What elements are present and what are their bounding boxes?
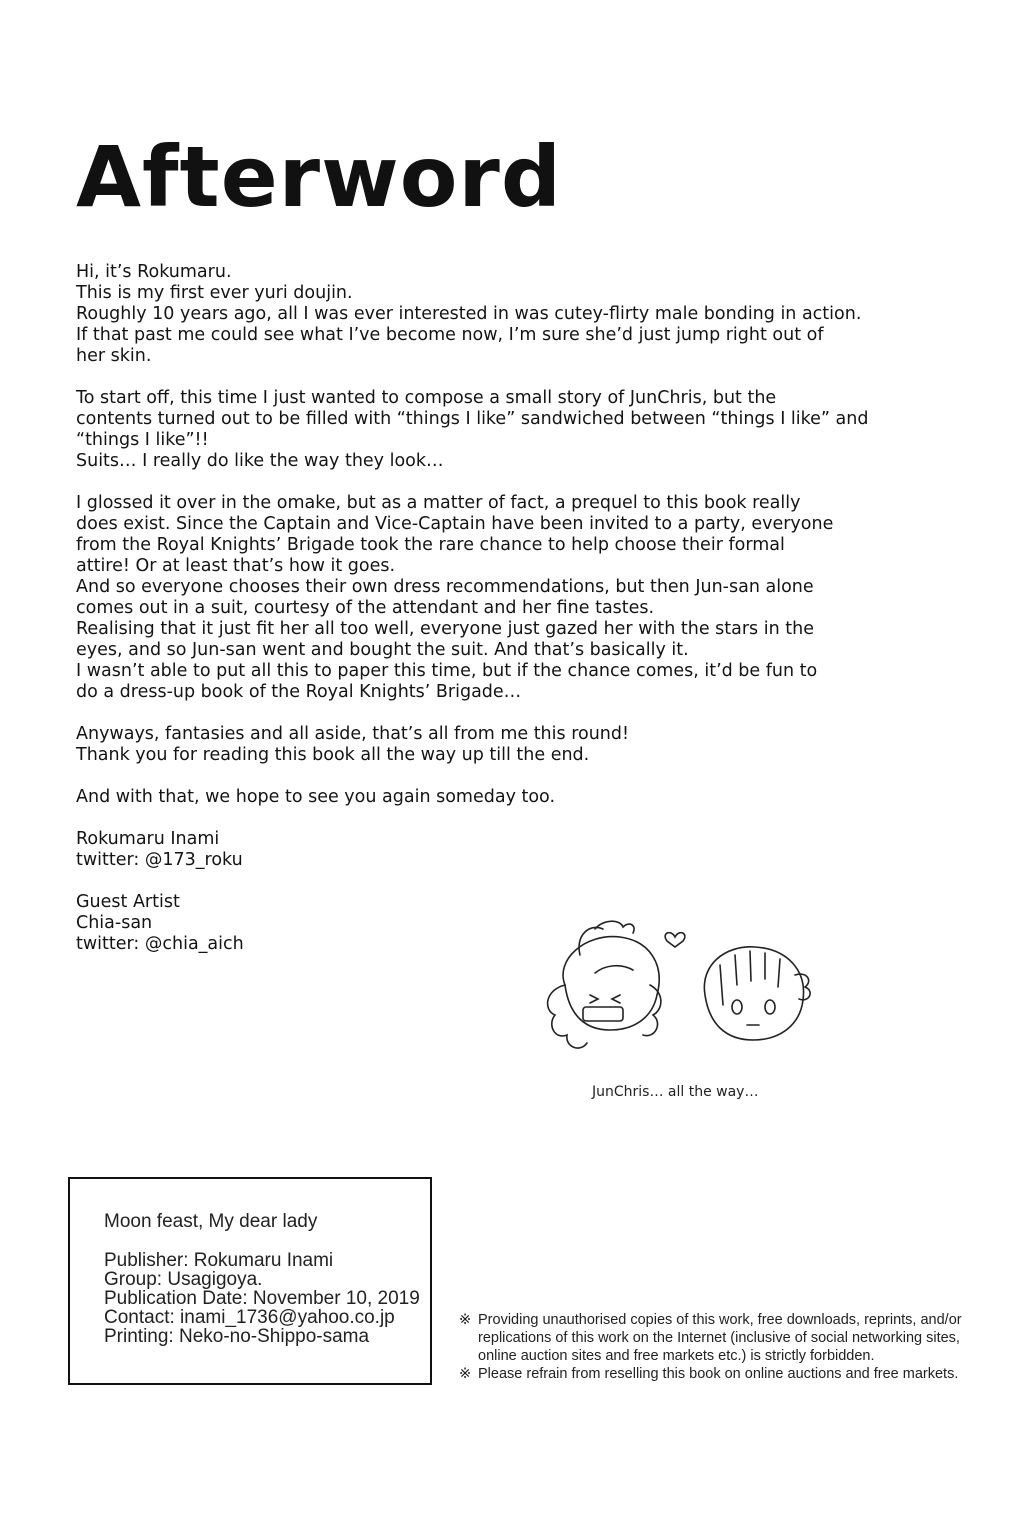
notice-item: [459, 1311, 999, 1365]
book-title: Moon feast, My dear lady: [104, 1211, 318, 1232]
text-line: do a dress-up book of the Royal Knights’ Brigade…: [76, 682, 522, 702]
text-line: Realising that it just fit her all too well, everyone just gazed her with the stars in the: [76, 619, 814, 639]
text-line: attire! Or at least that’s how it goes.: [76, 556, 396, 576]
illustration-caption: JunChris… all the way…: [592, 1084, 759, 1100]
text-line: contents turned out to be filled with “things I like” sandwiched between “things I like” and: [76, 409, 869, 429]
text-line: Roughly 10 years ago, all I was ever interested in was cutey-flirty male bonding in action.: [76, 304, 862, 324]
author-name: Rokumaru Inami: [76, 829, 220, 849]
colophon-publisher: Publisher: Rokumaru Inami: [104, 1250, 334, 1271]
notice-text: Please refrain from reselling this book on online auctions and free markets.: [478, 1366, 959, 1382]
author-signature: [76, 829, 916, 871]
text-line: Thank you for reading this book all the way up till the end.: [76, 745, 590, 765]
text-line: Anyways, fantasies and all aside, that’s all from me this round!: [76, 724, 630, 744]
text-line: comes out in a suit, courtesy of the attendant and her fine tastes.: [76, 598, 655, 618]
colophon-printing: Printing: Neko-no-Shippo-sama: [104, 1326, 370, 1347]
guest-twitter: twitter: @chia_aich: [76, 934, 244, 954]
text-line: Hi, it’s Rokumaru.: [76, 262, 232, 282]
text-line: from the Royal Knights’ Brigade took the rare chance to help choose their formal: [76, 535, 785, 555]
text-line: I wasn’t able to put all this to paper this time, but if the chance comes, it’d be fun to: [76, 661, 818, 681]
text-line: If that past me could see what I’ve become now, I’m sure she’d just jump right out of: [76, 325, 824, 345]
guest-label: Guest Artist: [76, 892, 180, 912]
afterword-body: [76, 262, 916, 976]
text-line: eyes, and so Jun-san went and bought the suit. And that’s basically it.: [76, 640, 689, 660]
text-line: her skin.: [76, 346, 152, 366]
reference-mark: ※: [459, 1366, 472, 1382]
paragraph: [76, 262, 916, 367]
reference-mark: ※: [459, 1312, 472, 1328]
colophon-group: Group: Usagigoya.: [104, 1269, 263, 1290]
notice-item: [459, 1365, 999, 1383]
text-line: This is my first ever yuri doujin.: [76, 283, 353, 303]
text-line: “things I like”!!: [76, 430, 209, 450]
page-title: Afterword: [76, 128, 562, 226]
colophon-box: [68, 1177, 432, 1385]
notice-text: Providing unauthorised copies of this work, free downloads, reprints, and/or replications of this work on the Internet (inclusive of social networking sites, online auction sites and free markets etc.) is strictly forbidden.: [478, 1312, 962, 1364]
text-line: And so everyone chooses their own dress recommendations, but then Jun-san alone: [76, 577, 814, 597]
copyright-notice: [459, 1311, 999, 1383]
text-line: does exist. Since the Captain and Vice-Captain have been invited to a party, everyone: [76, 514, 834, 534]
colophon-contact: Contact: inami_1736@yahoo.co.jp: [104, 1307, 395, 1328]
colophon-date: Publication Date: November 10, 2019: [104, 1288, 420, 1309]
paragraph: [76, 388, 916, 472]
guest-name: Chia-san: [76, 913, 153, 933]
paragraph: [76, 724, 916, 766]
paragraph: [76, 787, 916, 808]
chibi-illustration: [525, 915, 855, 1065]
text-line: I glossed it over in the omake, but as a matter of fact, a prequel to this book really: [76, 493, 801, 513]
text-line: And with that, we hope to see you again someday too.: [76, 787, 556, 807]
paragraph: [76, 493, 916, 703]
text-line: Suits… I really do like the way they look…: [76, 451, 444, 471]
text-line: To start off, this time I just wanted to compose a small story of JunChris, but the: [76, 388, 777, 408]
author-twitter: twitter: @173_roku: [76, 850, 243, 870]
